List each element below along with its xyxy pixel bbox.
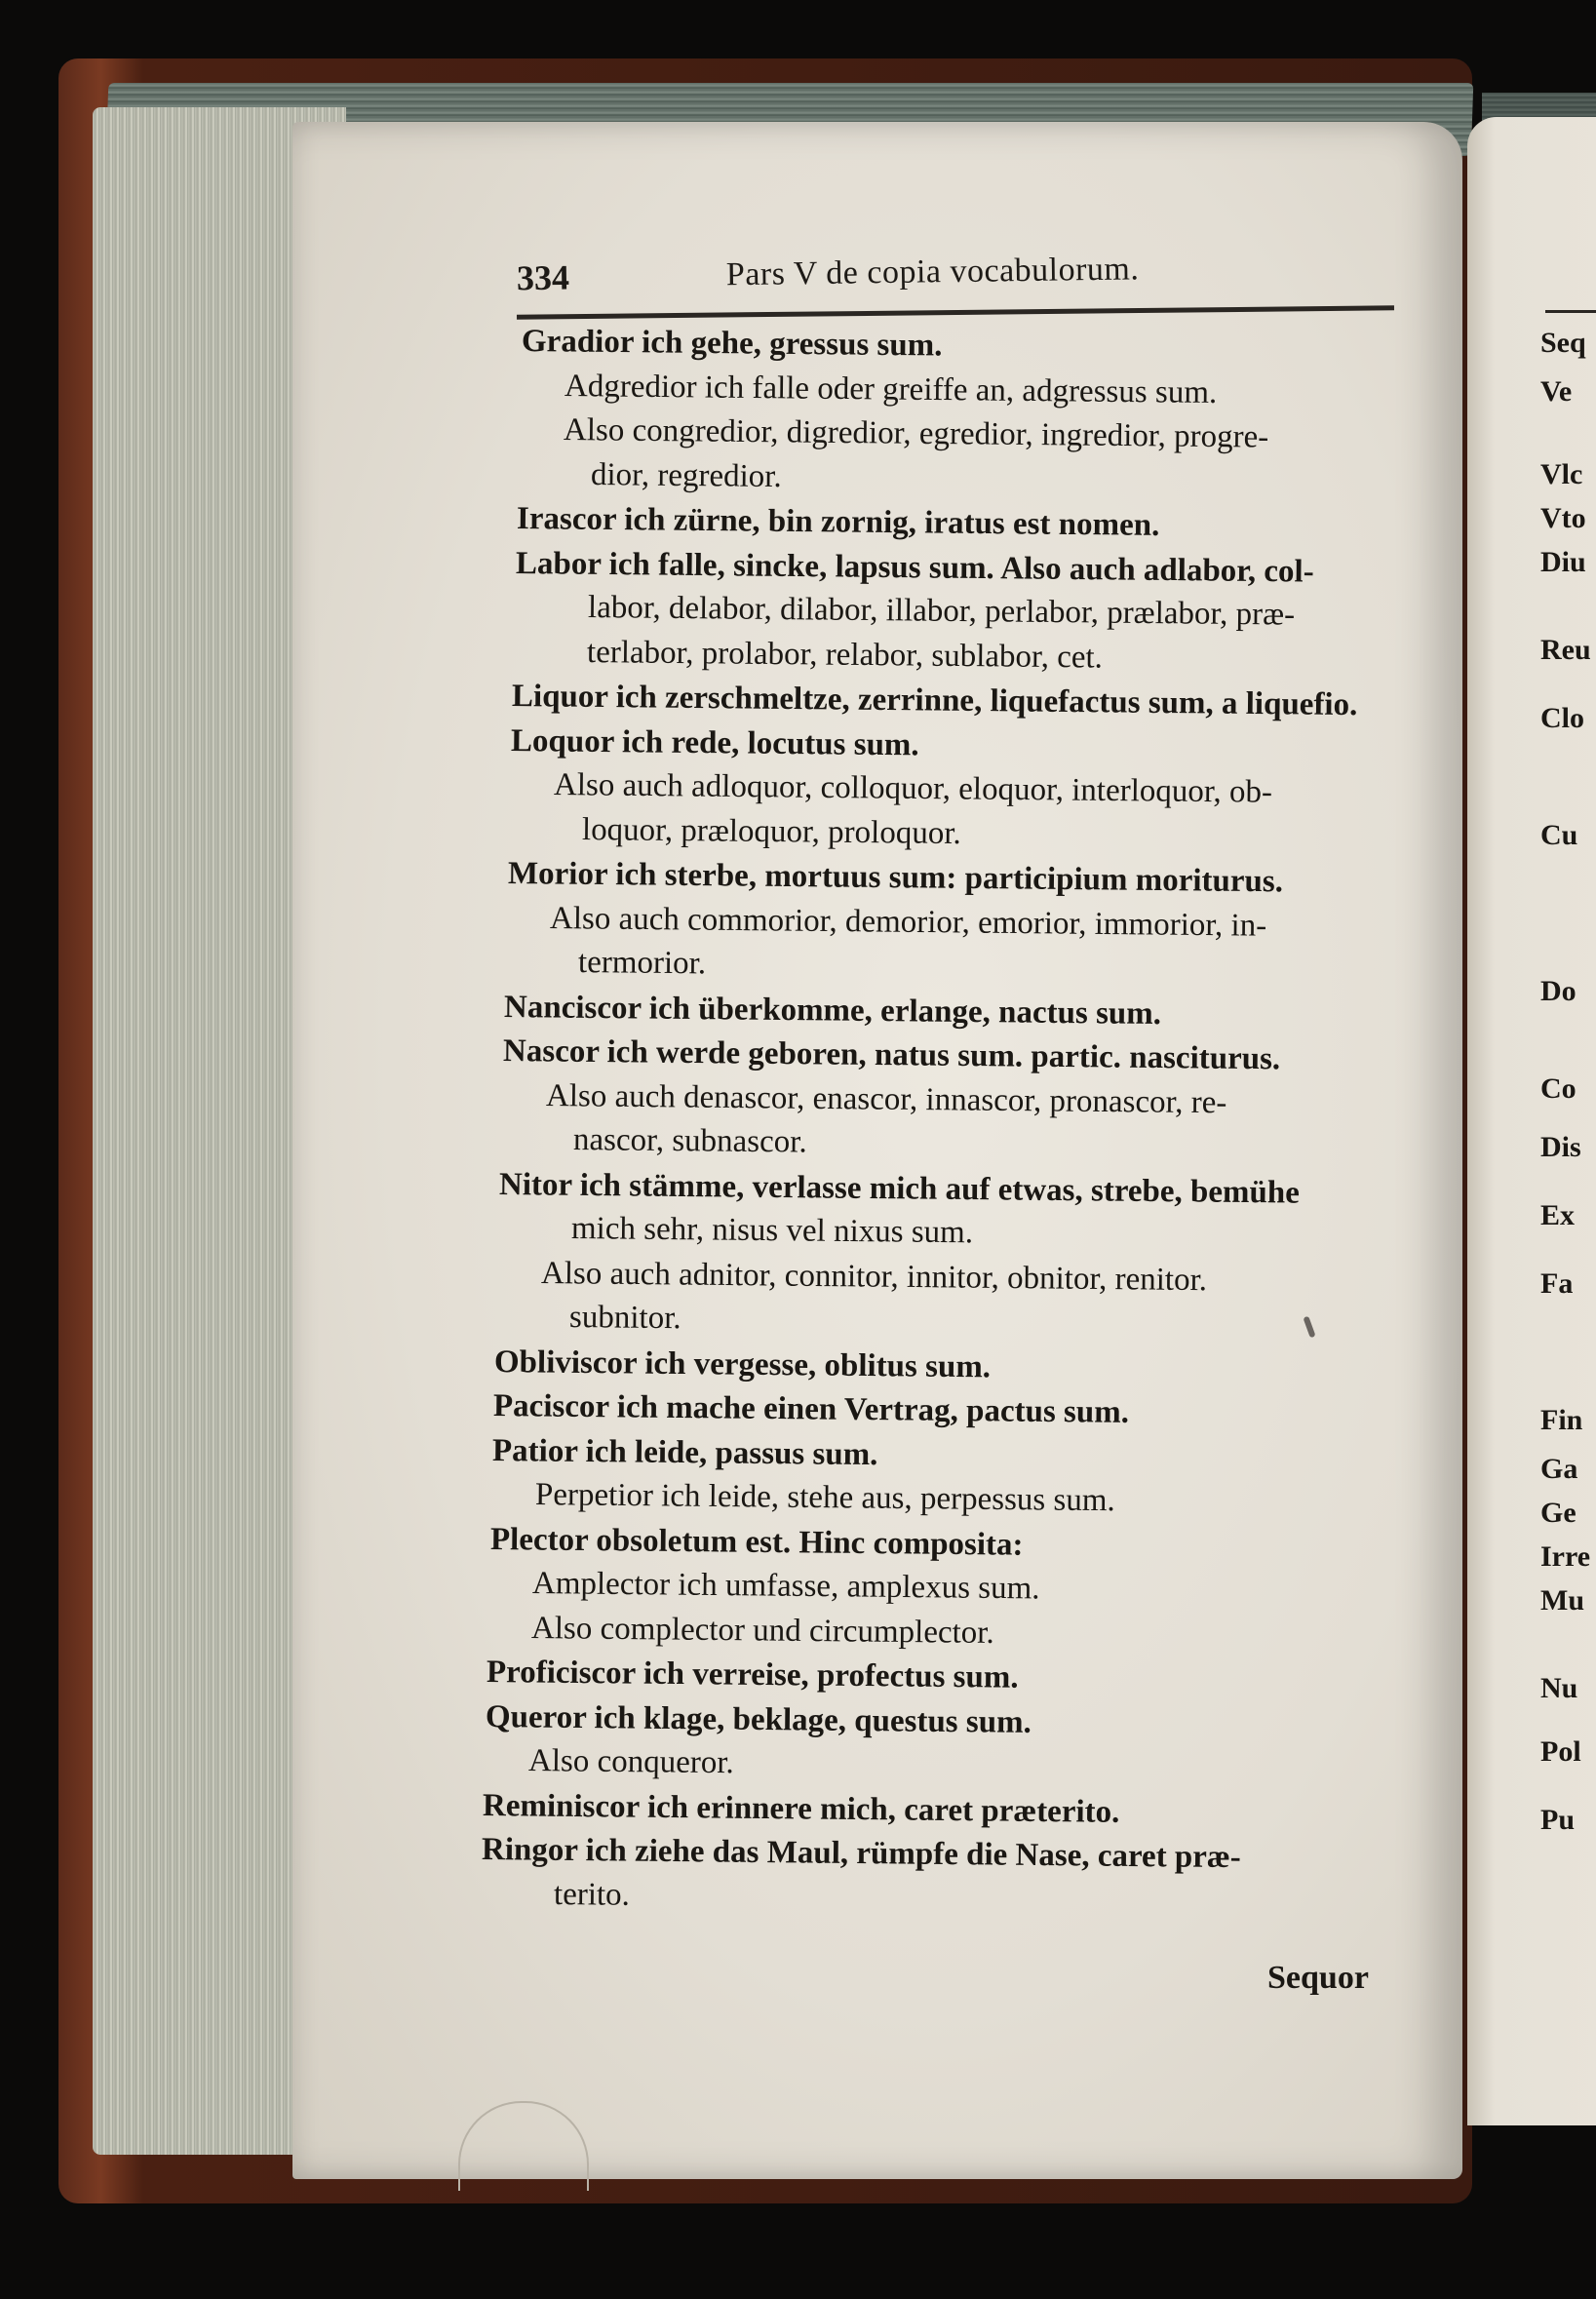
continuation-line: dior, regredior. [591, 456, 783, 494]
right-page-word: Irre [1540, 1540, 1591, 1573]
compound-line: Also auch adloquor, colloquor, eloquor, interloquor, ob- [553, 767, 1273, 810]
headword-line: Proficiscor ich verreise, profectus sum. [486, 1655, 1019, 1695]
right-page-word: Vlc [1540, 458, 1583, 490]
right-page-word: Vto [1540, 502, 1586, 534]
right-page-word: Clo [1540, 702, 1584, 734]
right-page-word: Pu [1540, 1804, 1576, 1836]
compound-line: Amplector ich umfasse, amplexus sum. [532, 1566, 1041, 1607]
headword-line: Obliviscor ich vergesse, oblitus sum. [494, 1344, 992, 1384]
right-page-word: Diu [1540, 546, 1586, 578]
headword-line: Patior ich leide, passus sum. [491, 1432, 878, 1472]
headword-line: Gradior ich gehe, gressus sum. [521, 324, 943, 364]
right-page-word: Ve [1540, 375, 1573, 408]
right-page-word: Ex [1540, 1199, 1576, 1231]
headword-line: Paciscor ich mache einen Vertrag, pactus sum. [492, 1388, 1130, 1430]
header-title: Pars V de copia vocabulorum. [725, 251, 1140, 293]
headword-line: Reminiscor ich erinnere mich, caret præterito. [483, 1787, 1120, 1830]
right-page-word: Co [1540, 1072, 1577, 1105]
compound-line: Also complector und circumplector. [530, 1610, 995, 1651]
right-page-word: Mu [1540, 1584, 1584, 1617]
right-page-word: Ge [1540, 1497, 1577, 1529]
headword-line: Morior ich sterbe, mortuus sum: participium moriturus. [507, 856, 1283, 900]
right-page-word: Pol [1540, 1735, 1581, 1768]
headword-line: Labor ich falle, sincke, lapsus sum. Also auch adlabor, col- [515, 545, 1314, 590]
continuation-line: terlabor, prolabor, relabor, sublabor, cet. [586, 634, 1103, 676]
continuation-line: subnitor. [568, 1300, 681, 1337]
continuation-line: terito. [553, 1876, 631, 1913]
compound-line: Also auch adnitor, connitor, innitor, obnitor, renitor. [540, 1255, 1207, 1298]
headword-line: Queror ich klage, beklage, questus sum. [485, 1698, 1032, 1740]
headword-line: Nanciscor ich überkomme, erlange, nactus sum. [503, 989, 1162, 1032]
right-page-word: Seq [1540, 327, 1586, 359]
headword-line: Ringor ich ziehe das Maul, rümpfe die Nase, caret præ- [481, 1832, 1242, 1876]
right-page-word: Nu [1540, 1672, 1578, 1704]
continuation-line: mich sehr, nisus vel nixus sum. [570, 1211, 974, 1251]
compound-line: Also auch denascor, enascor, innascor, pronascor, re- [545, 1077, 1227, 1120]
page-number: 334 [516, 257, 570, 298]
right-page-word: Do [1540, 975, 1577, 1007]
compound-line: Also conqueror. [527, 1743, 734, 1781]
right-page-header-rule [1545, 310, 1596, 313]
compound-line: Also auch commorior, demorior, emorior, immorior, in- [550, 900, 1267, 944]
continuation-line: termorior. [577, 945, 707, 982]
right-page-word: Dis [1540, 1131, 1581, 1163]
right-page-word: Fa [1540, 1267, 1574, 1300]
right-page-word: Fin [1540, 1404, 1583, 1436]
continuation-line: nascor, subnascor. [573, 1122, 808, 1160]
compound-line: Adgredior ich falle oder greiffe an, adgressus sum. [564, 368, 1218, 410]
headword-line: Nascor ich werde geboren, natus sum. partic. nasciturus. [502, 1033, 1281, 1077]
headword-line: Plector obsoletum est. Hinc composita: [489, 1521, 1024, 1563]
headword-line: Liquor ich zerschmeltze, zerrinne, liquefactus sum, a liquefio. [512, 679, 1358, 723]
continuation-line: loquor, præloquor, proloquor. [581, 811, 961, 851]
headword-line: Irascor ich zürne, bin zornig, iratus est nomen. [516, 501, 1160, 543]
right-page-word: Cu [1540, 819, 1578, 851]
right-page-word: Ga [1540, 1453, 1578, 1485]
compound-line: Perpetior ich leide, stehe aus, perpessus sum. [534, 1477, 1115, 1519]
compound-line: Also congredior, digredior, egredior, ingredior, progre- [563, 412, 1268, 455]
right-page-word: Reu [1540, 634, 1591, 666]
headword-line: Nitor ich stämme, verlasse mich auf etwas, strebe, bemühe [498, 1166, 1301, 1211]
continuation-line: labor, delabor, dilabor, illabor, perlabor, prælabor, præ- [587, 590, 1296, 633]
headword-line: Loquor ich rede, locutus sum. [510, 722, 920, 762]
catchword: Sequor [1267, 1960, 1369, 1996]
